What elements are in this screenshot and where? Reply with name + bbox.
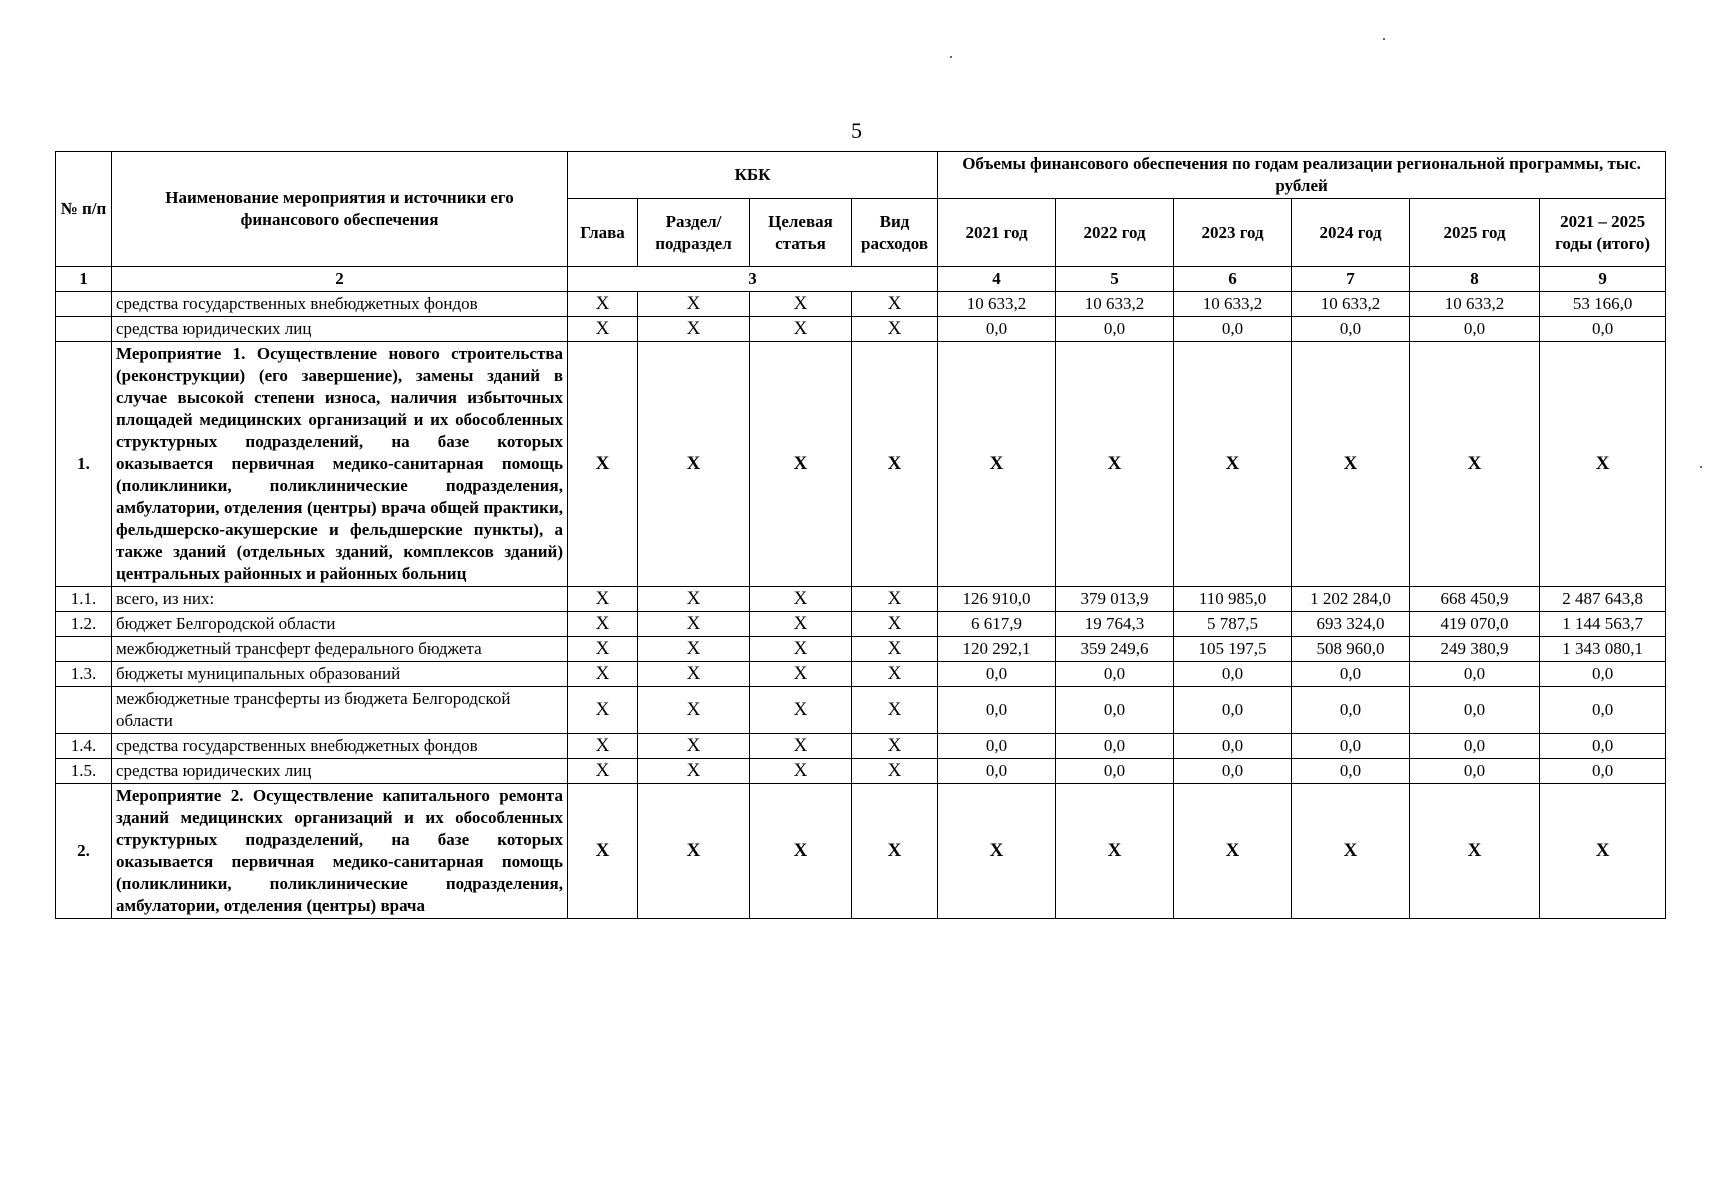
table-row bbox=[56, 637, 1666, 662]
kbk-cell: Х bbox=[568, 292, 638, 317]
table-row bbox=[56, 342, 1666, 587]
value-cell: 1 144 563,7 bbox=[1540, 612, 1666, 637]
kbk-cell: Х bbox=[852, 687, 938, 734]
value-cell: 379 013,9 bbox=[1056, 587, 1174, 612]
kbk-cell: Х bbox=[638, 342, 750, 587]
value-cell: 249 380,9 bbox=[1410, 637, 1540, 662]
kbk-cell: Х bbox=[750, 587, 852, 612]
kbk-cell: Х bbox=[638, 784, 750, 919]
value-cell: 10 633,2 bbox=[938, 292, 1056, 317]
kbk-cell: Х bbox=[750, 784, 852, 919]
value-cell: 508 960,0 bbox=[1292, 637, 1410, 662]
header-kbk-col: Целевая статья bbox=[750, 199, 852, 267]
table-row bbox=[56, 612, 1666, 637]
kbk-cell: Х bbox=[568, 759, 638, 784]
table-row bbox=[56, 662, 1666, 687]
kbk-cell: Х bbox=[750, 317, 852, 342]
value-cell: 0,0 bbox=[1292, 759, 1410, 784]
value-cell: 419 070,0 bbox=[1410, 612, 1540, 637]
kbk-cell: Х bbox=[750, 734, 852, 759]
value-cell: 693 324,0 bbox=[1292, 612, 1410, 637]
kbk-cell: Х bbox=[852, 342, 938, 587]
kbk-cell: Х bbox=[568, 587, 638, 612]
column-number: 2 bbox=[112, 267, 568, 292]
value-cell: 0,0 bbox=[1056, 687, 1174, 734]
header-year-col: 2024 год bbox=[1292, 199, 1410, 267]
row-number bbox=[56, 637, 112, 662]
value-cell: Х bbox=[938, 784, 1056, 919]
header-year-col: 2025 год bbox=[1410, 199, 1540, 267]
value-cell: 19 764,3 bbox=[1056, 612, 1174, 637]
kbk-cell: Х bbox=[750, 342, 852, 587]
value-cell: 0,0 bbox=[1292, 662, 1410, 687]
value-cell: 0,0 bbox=[1056, 734, 1174, 759]
row-name: бюджеты муниципальных образований bbox=[112, 662, 568, 687]
header-year-col: 2023 год bbox=[1174, 199, 1292, 267]
row-number: 2. bbox=[56, 784, 112, 919]
value-cell: 0,0 bbox=[1056, 759, 1174, 784]
kbk-cell: Х bbox=[852, 637, 938, 662]
value-cell: 0,0 bbox=[938, 687, 1056, 734]
kbk-cell: Х bbox=[750, 759, 852, 784]
value-cell: 0,0 bbox=[1540, 759, 1666, 784]
value-cell: 0,0 bbox=[1540, 317, 1666, 342]
value-cell: 10 633,2 bbox=[1056, 292, 1174, 317]
page-number: 5 bbox=[851, 118, 862, 143]
column-number: 6 bbox=[1174, 267, 1292, 292]
value-cell: Х bbox=[1410, 342, 1540, 587]
row-name: межбюджетные трансферты из бюджета Белгородской области bbox=[112, 687, 568, 734]
kbk-cell: Х bbox=[852, 662, 938, 687]
header-kbk-col: Глава bbox=[568, 199, 638, 267]
header-year-col: 2022 год bbox=[1056, 199, 1174, 267]
row-name: всего, из них: bbox=[112, 587, 568, 612]
kbk-cell: Х bbox=[852, 587, 938, 612]
kbk-cell: Х bbox=[638, 612, 750, 637]
value-cell: Х bbox=[1056, 342, 1174, 587]
row-name: межбюджетный трансферт федерального бюджета bbox=[112, 637, 568, 662]
row-number bbox=[56, 317, 112, 342]
scan-speck bbox=[950, 56, 952, 58]
value-cell: 0,0 bbox=[1410, 734, 1540, 759]
column-number: 4 bbox=[938, 267, 1056, 292]
row-number: 1.5. bbox=[56, 759, 112, 784]
table-row bbox=[56, 317, 1666, 342]
kbk-cell: Х bbox=[750, 612, 852, 637]
value-cell: 0,0 bbox=[1410, 317, 1540, 342]
kbk-cell: Х bbox=[750, 292, 852, 317]
value-cell: Х bbox=[1292, 342, 1410, 587]
kbk-cell: Х bbox=[852, 734, 938, 759]
row-name: средства государственных внебюджетных фондов bbox=[112, 734, 568, 759]
header-num: № п/п bbox=[56, 152, 112, 267]
column-number: 9 bbox=[1540, 267, 1666, 292]
value-cell: Х bbox=[1174, 784, 1292, 919]
kbk-cell: Х bbox=[568, 734, 638, 759]
row-number: 1.3. bbox=[56, 662, 112, 687]
kbk-cell: Х bbox=[568, 637, 638, 662]
value-cell: Х bbox=[1540, 784, 1666, 919]
value-cell: 0,0 bbox=[1410, 662, 1540, 687]
column-number: 8 bbox=[1410, 267, 1540, 292]
value-cell: 1 343 080,1 bbox=[1540, 637, 1666, 662]
value-cell: 10 633,2 bbox=[1410, 292, 1540, 317]
value-cell: 0,0 bbox=[938, 734, 1056, 759]
value-cell: Х bbox=[1410, 784, 1540, 919]
table-row bbox=[56, 734, 1666, 759]
kbk-cell: Х bbox=[638, 587, 750, 612]
kbk-cell: Х bbox=[638, 317, 750, 342]
kbk-cell: Х bbox=[750, 637, 852, 662]
row-name: средства юридических лиц bbox=[112, 317, 568, 342]
row-number: 1. bbox=[56, 342, 112, 587]
table-row bbox=[56, 292, 1666, 317]
kbk-cell: Х bbox=[568, 662, 638, 687]
value-cell: 0,0 bbox=[1410, 687, 1540, 734]
value-cell: 0,0 bbox=[1292, 687, 1410, 734]
header-year-col: 2021 – 2025 годы (итого) bbox=[1540, 199, 1666, 267]
row-number: 1.2. bbox=[56, 612, 112, 637]
value-cell: 0,0 bbox=[1174, 759, 1292, 784]
kbk-cell: Х bbox=[750, 662, 852, 687]
value-cell: Х bbox=[1540, 342, 1666, 587]
header-year-col: 2021 год bbox=[938, 199, 1056, 267]
table-row bbox=[56, 687, 1666, 734]
value-cell: 0,0 bbox=[1410, 759, 1540, 784]
kbk-cell: Х bbox=[638, 687, 750, 734]
value-cell: 0,0 bbox=[1174, 734, 1292, 759]
value-cell: Х bbox=[938, 342, 1056, 587]
column-number: 5 bbox=[1056, 267, 1174, 292]
value-cell: 0,0 bbox=[1056, 317, 1174, 342]
header-kbk-col: Вид расходов bbox=[852, 199, 938, 267]
value-cell: 10 633,2 bbox=[1292, 292, 1410, 317]
value-cell: 0,0 bbox=[938, 759, 1056, 784]
row-number bbox=[56, 687, 112, 734]
header-name: Наименование мероприятия и источники его финансового обеспечения bbox=[112, 152, 568, 267]
column-number: 3 bbox=[568, 267, 938, 292]
value-cell: 105 197,5 bbox=[1174, 637, 1292, 662]
kbk-cell: Х bbox=[750, 687, 852, 734]
kbk-cell: Х bbox=[852, 317, 938, 342]
value-cell: 0,0 bbox=[1174, 317, 1292, 342]
value-cell: 0,0 bbox=[938, 662, 1056, 687]
value-cell: Х bbox=[1292, 784, 1410, 919]
value-cell: 1 202 284,0 bbox=[1292, 587, 1410, 612]
row-name: средства юридических лиц bbox=[112, 759, 568, 784]
table-row bbox=[56, 759, 1666, 784]
kbk-cell: Х bbox=[852, 759, 938, 784]
value-cell: 0,0 bbox=[938, 317, 1056, 342]
table-row bbox=[56, 784, 1666, 919]
value-cell: 0,0 bbox=[1174, 687, 1292, 734]
value-cell: 0,0 bbox=[1292, 317, 1410, 342]
row-number bbox=[56, 292, 112, 317]
value-cell: 120 292,1 bbox=[938, 637, 1056, 662]
value-cell: 0,0 bbox=[1174, 662, 1292, 687]
kbk-cell: Х bbox=[638, 734, 750, 759]
value-cell: 10 633,2 bbox=[1174, 292, 1292, 317]
value-cell: Х bbox=[1174, 342, 1292, 587]
value-cell: 0,0 bbox=[1540, 687, 1666, 734]
row-name: Мероприятие 2. Осуществление капитального ремонта зданий медицинских организаций и их обособленных структурных подразделений, на базе которых оказывается первичная медико-санитарная помощь (поликлиники, поликлинические подразделения, амбулатории, отделения (центры) врача bbox=[112, 784, 568, 919]
row-number: 1.1. bbox=[56, 587, 112, 612]
row-name: средства государственных внебюджетных фондов bbox=[112, 292, 568, 317]
value-cell: 359 249,6 bbox=[1056, 637, 1174, 662]
value-cell: 0,0 bbox=[1540, 734, 1666, 759]
value-cell: 0,0 bbox=[1056, 662, 1174, 687]
financing-table bbox=[55, 151, 1666, 919]
header-kbk: КБК bbox=[568, 152, 938, 199]
kbk-cell: Х bbox=[852, 292, 938, 317]
table-row bbox=[56, 587, 1666, 612]
value-cell: 668 450,9 bbox=[1410, 587, 1540, 612]
scan-speck bbox=[1383, 38, 1385, 40]
kbk-cell: Х bbox=[638, 292, 750, 317]
kbk-cell: Х bbox=[852, 784, 938, 919]
column-number: 7 bbox=[1292, 267, 1410, 292]
header-volumes: Объемы финансового обеспечения по годам реализации региональной программы, тыс. рублей bbox=[938, 152, 1666, 199]
value-cell: 53 166,0 bbox=[1540, 292, 1666, 317]
kbk-cell: Х bbox=[852, 612, 938, 637]
value-cell: 126 910,0 bbox=[938, 587, 1056, 612]
kbk-cell: Х bbox=[568, 317, 638, 342]
value-cell: 5 787,5 bbox=[1174, 612, 1292, 637]
value-cell: 2 487 643,8 bbox=[1540, 587, 1666, 612]
value-cell: 6 617,9 bbox=[938, 612, 1056, 637]
header-kbk-col: Раздел/ подраздел bbox=[638, 199, 750, 267]
row-number: 1.4. bbox=[56, 734, 112, 759]
value-cell: 0,0 bbox=[1292, 734, 1410, 759]
kbk-cell: Х bbox=[638, 662, 750, 687]
kbk-cell: Х bbox=[638, 637, 750, 662]
kbk-cell: Х bbox=[638, 759, 750, 784]
kbk-cell: Х bbox=[568, 784, 638, 919]
scan-speck bbox=[1700, 466, 1702, 468]
value-cell: 0,0 bbox=[1540, 662, 1666, 687]
column-number: 1 bbox=[56, 267, 112, 292]
kbk-cell: Х bbox=[568, 342, 638, 587]
kbk-cell: Х bbox=[568, 612, 638, 637]
value-cell: 110 985,0 bbox=[1174, 587, 1292, 612]
row-name: бюджет Белгородской области bbox=[112, 612, 568, 637]
kbk-cell: Х bbox=[568, 687, 638, 734]
value-cell: Х bbox=[1056, 784, 1174, 919]
row-name: Мероприятие 1. Осуществление нового строительства (реконструкции) (его завершение), замены зданий в случае высокой степени износа, наличия избыточных площадей медицинских организаций и их обособленных структурных подразделений, на базе которых оказывается первичная медико-санитарная помощь (поликлиники, поликлинические подразделения, амбулатории, отделения (центры) врача общей практики, фельдшерско-акушерские и фельдшерские пункты), а также зданий (отдельных зданий, комплексов зданий) центральных районных и районных больниц bbox=[112, 342, 568, 587]
